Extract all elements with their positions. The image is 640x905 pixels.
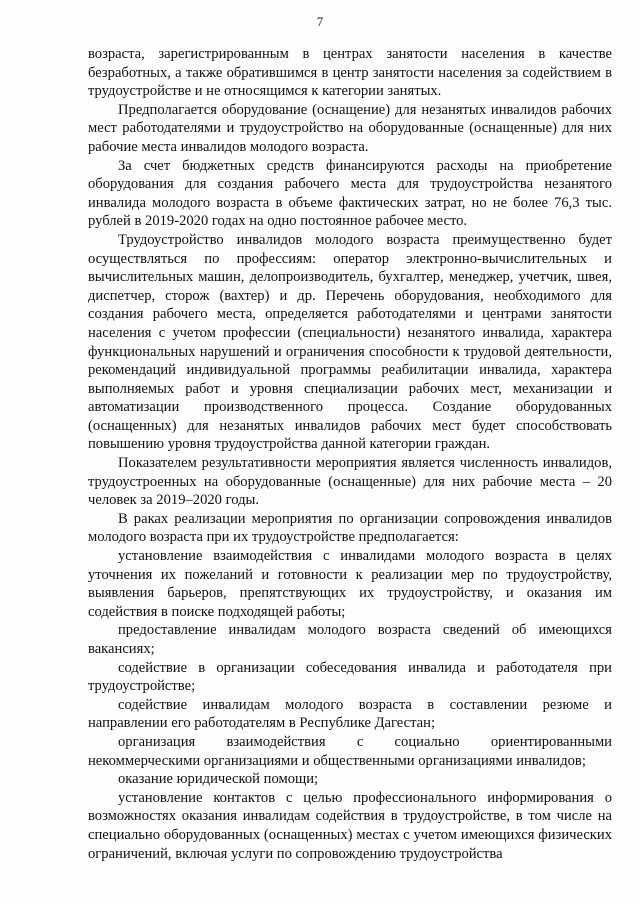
document-body [88, 45, 612, 863]
paragraph-continuation: возраста, зарегистрированным в центрах занятости населения в качестве безработных, а также обратившимся в центр занятости населения за содействием в трудоустройстве и не относящимся к категории занятых. [88, 46, 612, 100]
list-item: содействие в организации собеседования инвалида и работодателя при трудоустройстве; [88, 659, 612, 695]
paragraph-indicator: Показателем результативности мероприятия является численность инвалидов, трудоустроенных на оборудованные (оснащенные) для них рабочие места – 20 человек за 2019–2020 годы. [88, 455, 612, 509]
paragraph-support-intro: В раках реализации мероприятия по организации сопровождения инвалидов молодого возраста при их трудоустройстве предполагается: [88, 510, 612, 546]
list-item: организация взаимодействия с социально ориентированными некоммерческими организациями и общественными организациями инвалидов; [88, 733, 612, 769]
list-item: предоставление инвалидам молодого возраста сведений об имеющихся вакансиях; [88, 622, 612, 657]
list-item: установление контактов с целью профессионального информирования о возможностях оказания инвалидам содействия в трудоустройстве, в том числе на специально оборудованных (оснащенных) местах с учетом имеющихся физических ограничений, включая услуги по сопровождению трудоустройства [88, 789, 612, 862]
paragraph-funding: За счет бюджетных средств финансируются расходы на приобретение оборудования для создания рабочего места для трудоустройства незанятого инвалида молодого возраста в объеме фактических затрат, но не более 76,3 тыс. рублей в 2019-2020 годах на одно постоянное рабочее место. [88, 157, 612, 230]
page-number: 7 [316, 14, 324, 29]
list-item: установление взаимодействия с инвалидами молодого возраста в целях уточнения их пожеланий и готовности к реализации мер по трудоустройству, выявления барьеров, препятствующих их трудоустройству, и оказания им содействия в поиске подходящей работы; [88, 548, 612, 620]
paragraph-equipment: Предполагается оборудование (оснащение) для незанятых инвалидов рабочих мест работодателями и трудоустройство на оборудованные (оснащенные) для них рабочие места инвалидов молодого возраста. [88, 101, 612, 155]
list-item: оказание юридической помощи; [118, 771, 319, 788]
list-item: содействие инвалидам молодого возраста в составлении резюме и направлении его работодателям в Республике Дагестан; [88, 696, 612, 732]
paragraph-professions: Трудоустройство инвалидов молодого возраста преимущественно будет осуществляться по профессиям: оператор электронно-вычислительных и вычислительных машин, делопроизводитель, бухгалтер, менеджер, учетчик, швея, диспетчер, сторож (вахтер) и др. Перечень оборудования, необходимого для создания рабочего места, определяется работодателями и центрами занятости населения с учетом профессии (специальности) незанятого инвалида, характера функциональных нарушений и ограничения способности к трудовой деятельности, рекомендаций индивидуальной программы реабилитации инвалида, характера выполняемых работ и уровня специализации рабочих мест, механизации и автоматизации производственного процесса. Создание оборудованных (оснащенных) для незанятых инвалидов рабочих мест будет способствовать повышению уровня трудоустройства данной категории граждан. [88, 231, 612, 453]
